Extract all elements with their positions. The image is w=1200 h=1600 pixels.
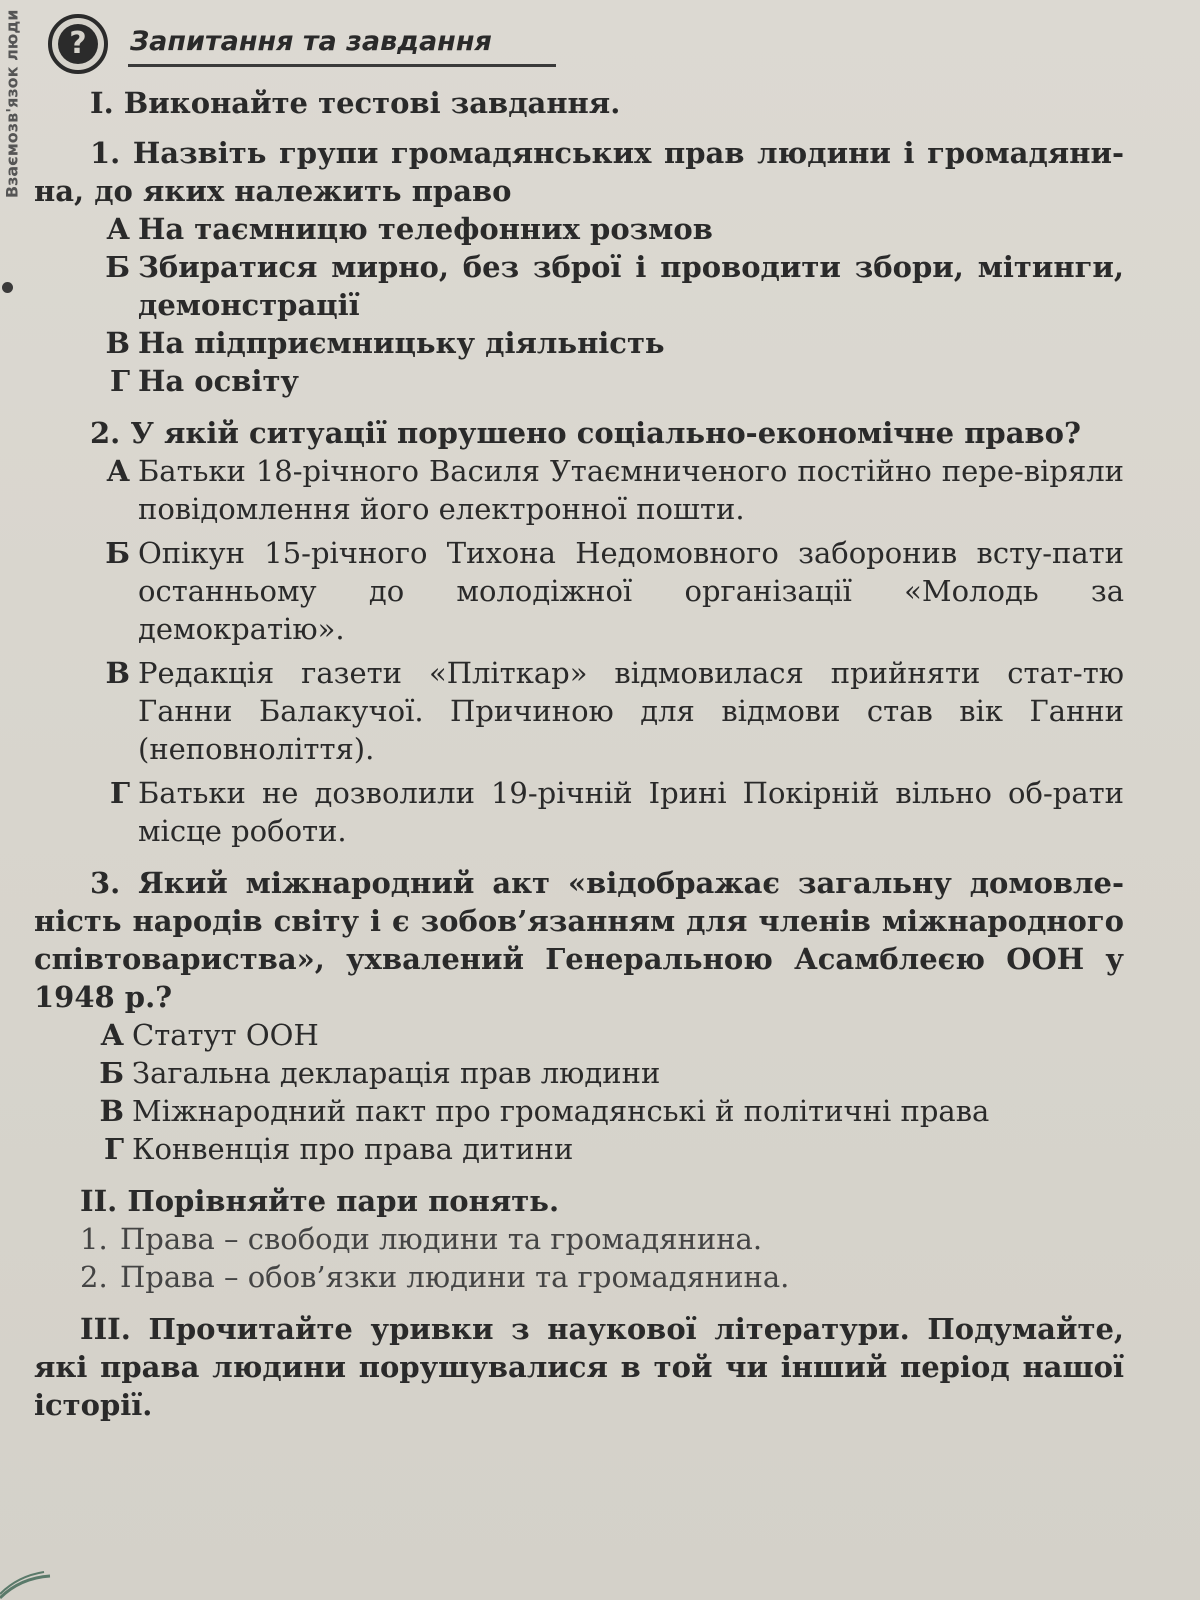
option-letter: Г bbox=[109, 776, 130, 810]
question-mark-icon bbox=[48, 14, 108, 74]
list-item bbox=[80, 1258, 1124, 1296]
option-a bbox=[86, 452, 1124, 528]
option-text: Редакція газети «Пліткар» відмовилася прийняти стат-тю Ганни Балакучої. Причиною для відмови став вік Ганни (неповноліття). bbox=[138, 656, 1124, 766]
question-mark-glyph: ? bbox=[58, 24, 98, 64]
option-letter: Г bbox=[103, 1132, 124, 1166]
section-2-heading: ІІ. Порівняйте пари понять. bbox=[80, 1184, 560, 1218]
option-v bbox=[86, 654, 1124, 768]
option-letter: А bbox=[106, 212, 130, 246]
option-letter: В bbox=[99, 1094, 124, 1128]
option-b bbox=[86, 534, 1124, 648]
section-title: Запитання та завдання bbox=[130, 26, 492, 57]
list-item-text: Права – свободи людини та громадянина. bbox=[120, 1222, 763, 1256]
question-2-options bbox=[34, 452, 1124, 850]
list-item-number: 2. bbox=[80, 1260, 108, 1294]
option-text: Збиратися мирно, без зброї і проводити збори, мітинги, демонстрації bbox=[138, 250, 1124, 322]
section-1-heading: І. Виконайте тестові завдання. bbox=[90, 86, 621, 120]
section-2-list bbox=[34, 1220, 1124, 1296]
option-letter: Б bbox=[99, 1056, 124, 1090]
corner-swoosh-icon bbox=[0, 1570, 60, 1600]
option-text: На підприємницьку діяльність bbox=[138, 326, 665, 360]
title-underline bbox=[128, 64, 556, 67]
side-tab bbox=[0, 0, 20, 300]
option-b bbox=[86, 248, 1124, 324]
question-3-options bbox=[34, 1016, 1124, 1168]
option-v bbox=[80, 1092, 1124, 1130]
option-letter: А bbox=[100, 1018, 124, 1052]
side-tab-label: Взаємозв'язок люди bbox=[2, 9, 22, 199]
option-text: Опікун 15-річного Тихона Недомовного заборонив всту-пати останньому до молодіжної організації «Молодь за демократію». bbox=[138, 536, 1124, 646]
option-letter: Б bbox=[105, 250, 130, 284]
option-h bbox=[86, 362, 1124, 400]
list-item bbox=[80, 1220, 1124, 1258]
section-header bbox=[48, 14, 528, 78]
option-text: Загальна декларація прав людини bbox=[132, 1056, 661, 1090]
option-letter: В bbox=[105, 656, 130, 690]
option-text: Конвенція про права дитини bbox=[132, 1132, 574, 1166]
option-letter: Б bbox=[105, 536, 130, 570]
question-1: 1. Назвіть групи громадянських прав людини і громадяни-на, до яких належить право bbox=[34, 136, 1124, 208]
option-text: На освіту bbox=[138, 364, 299, 398]
question-1-options bbox=[34, 210, 1124, 400]
option-text: Міжнародний пакт про громадянські й політичні права bbox=[132, 1094, 990, 1128]
option-text: Статут ООН bbox=[132, 1018, 319, 1052]
question-3: 3. Який міжнародний акт «відображає загальну домовле-ність народів світу і є зобов’язанням для членів міжнародного співтовариства», ухвалений Генеральною Асамблеєю ООН у 1948 р.? bbox=[34, 866, 1124, 1014]
option-a bbox=[86, 210, 1124, 248]
option-h bbox=[80, 1130, 1124, 1168]
option-letter: В bbox=[105, 326, 130, 360]
list-item-number: 1. bbox=[80, 1222, 108, 1256]
option-text: Батьки не дозволили 19-річній Ірині Покірній вільно об-рати місце роботи. bbox=[138, 776, 1124, 848]
section-3-heading: ІІІ. Прочитайте уривки з наукової літератури. Подумайте, які права людини порушувалися в той чи інший період нашої історії. bbox=[34, 1312, 1124, 1422]
option-text: Батьки 18-річного Василя Утаємниченого постійно пере-віряли повідомлення його електронної пошти. bbox=[138, 454, 1124, 526]
option-text: На таємницю телефонних розмов bbox=[138, 212, 713, 246]
option-h bbox=[86, 774, 1124, 850]
option-letter: А bbox=[106, 454, 130, 488]
option-a bbox=[80, 1016, 1124, 1054]
option-v bbox=[86, 324, 1124, 362]
question-2: 2. У якій ситуації порушено соціально-економічне право? bbox=[90, 416, 1081, 450]
list-item-text: Права – обов’язки людини та громадянина. bbox=[120, 1260, 790, 1294]
content-body bbox=[34, 84, 1124, 1424]
option-b bbox=[80, 1054, 1124, 1092]
option-letter: Г bbox=[109, 364, 130, 398]
bullet-dot-icon bbox=[2, 282, 13, 293]
